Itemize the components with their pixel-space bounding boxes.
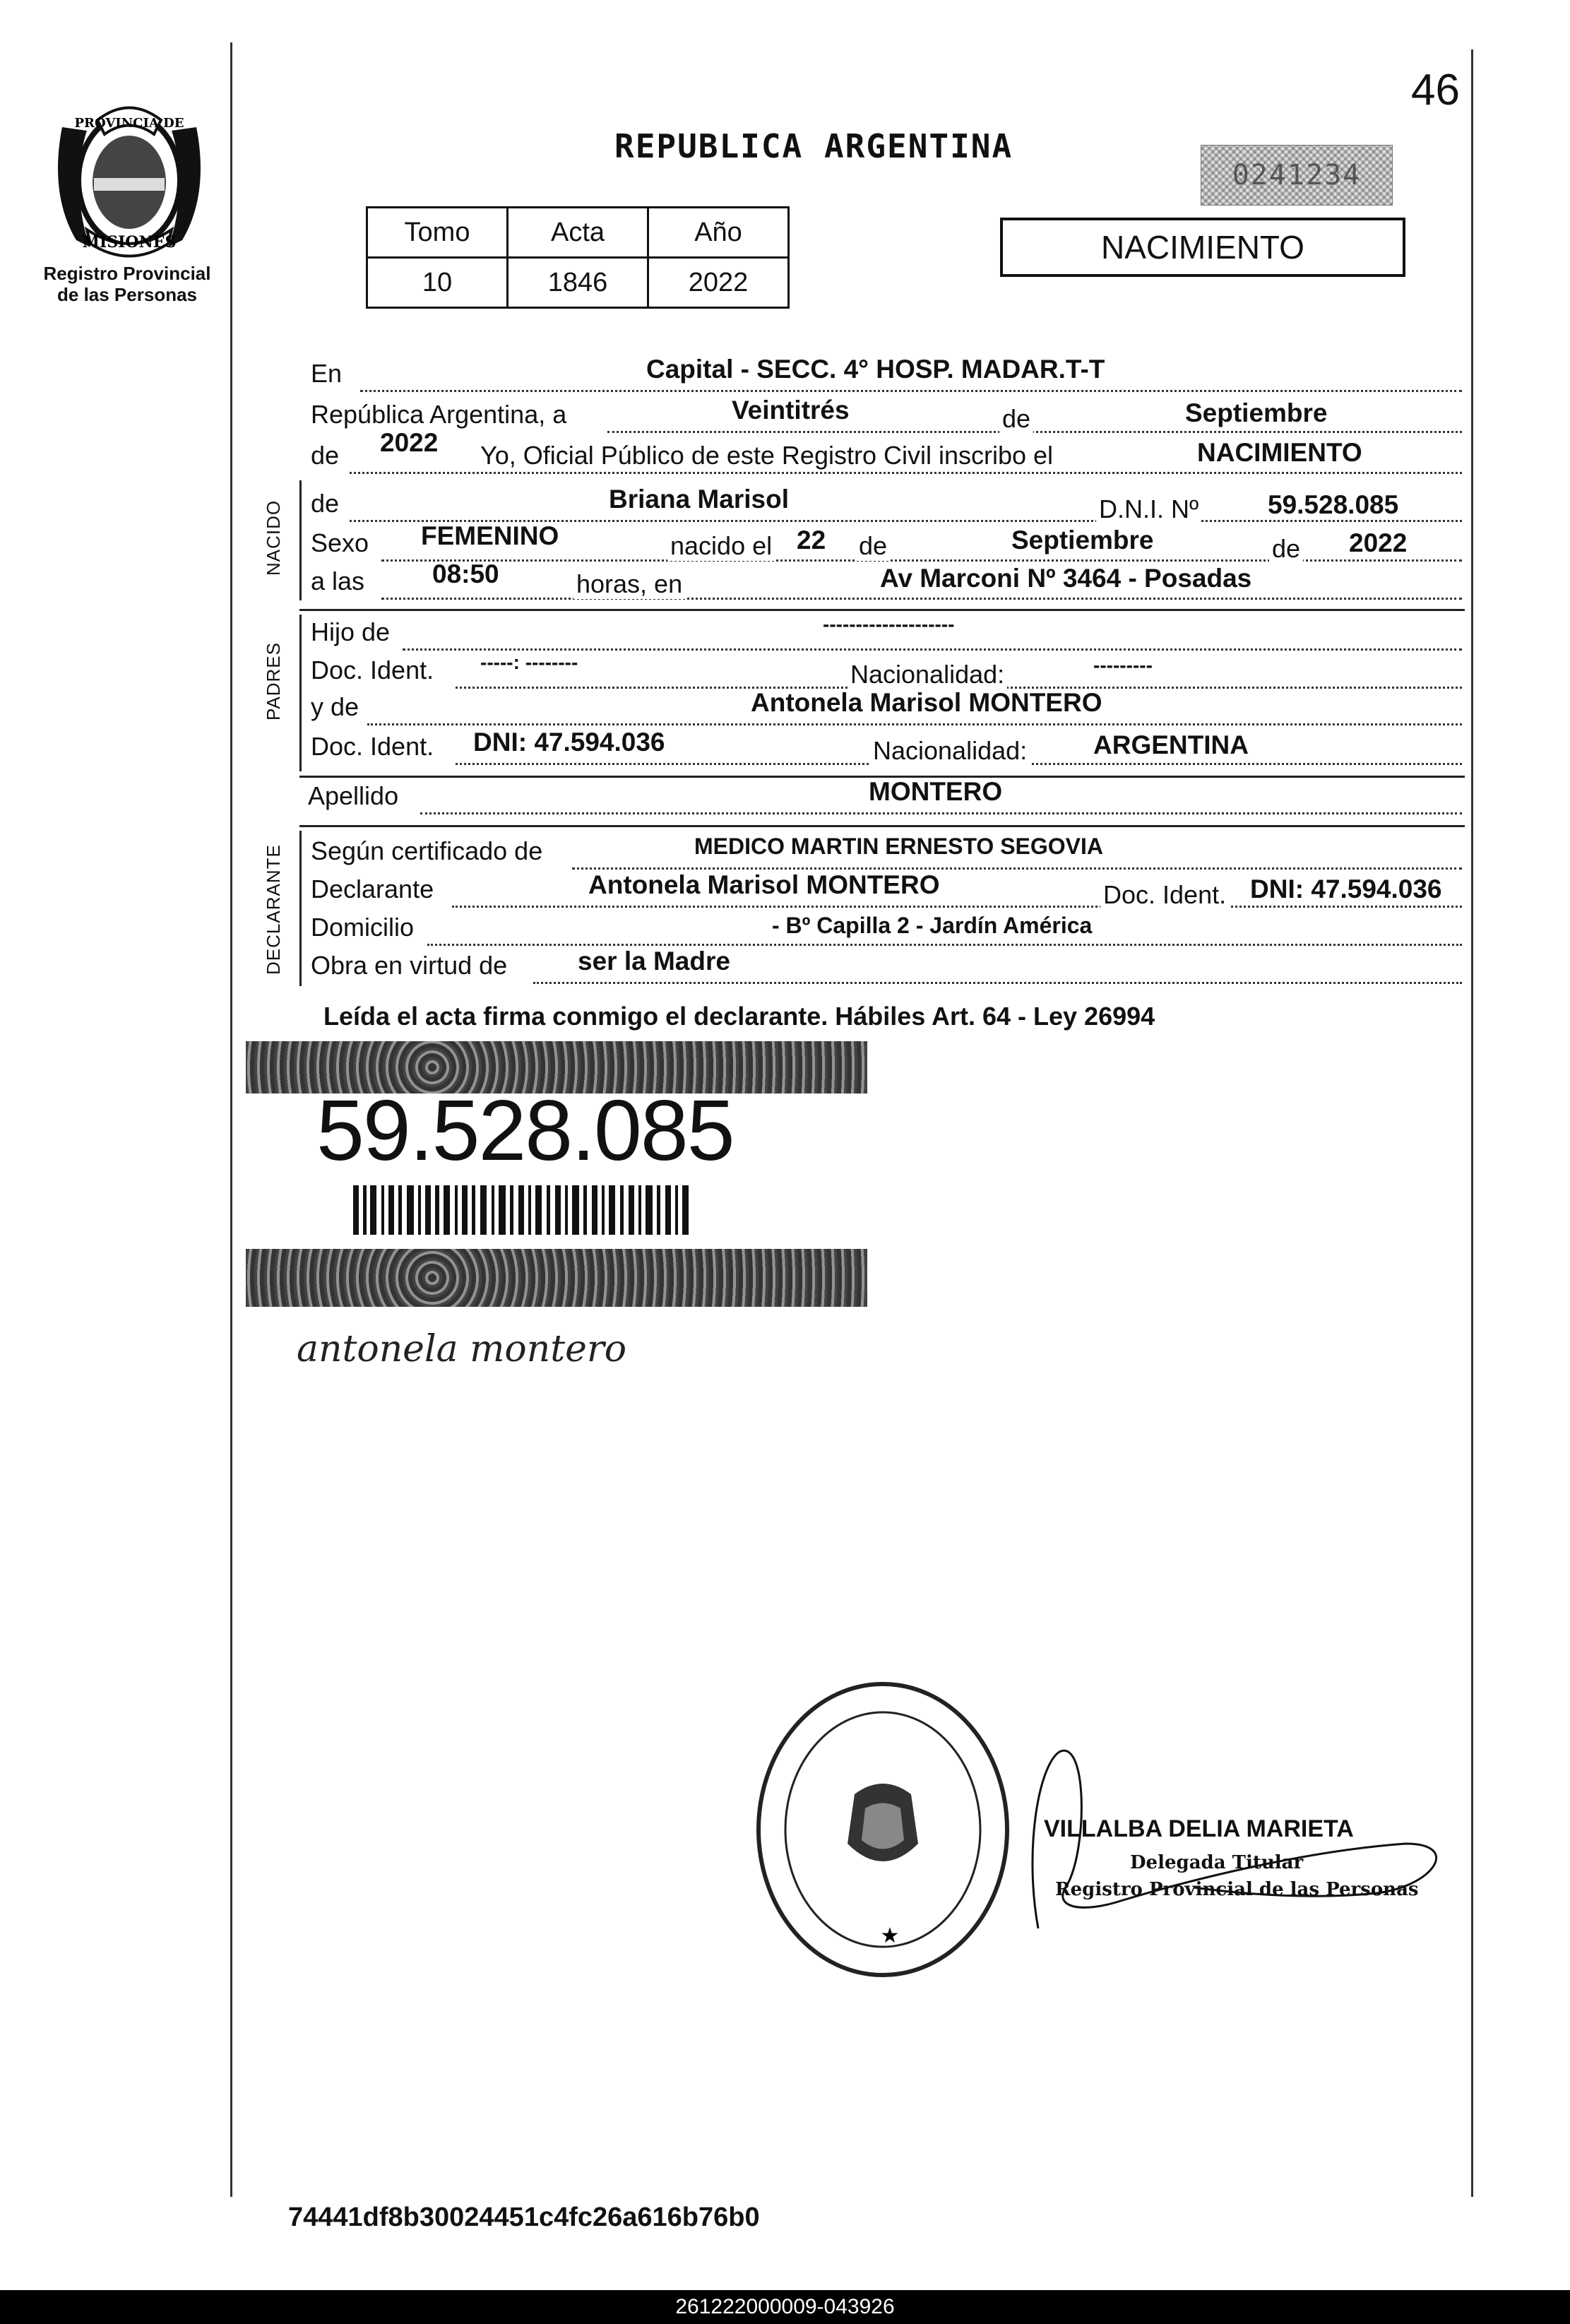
value-acta: 1846 <box>508 258 648 308</box>
mother-nat-label: Nacionalidad: <box>870 736 1030 766</box>
father-doc-label: Doc. Ident. <box>311 656 434 684</box>
section-divider-nacido <box>299 480 302 600</box>
obra-value: ser la Madre <box>578 947 730 976</box>
time-value: 08:50 <box>432 559 499 588</box>
document-type-box: NACIMIENTO <box>1000 218 1405 277</box>
de-label: de <box>999 404 1033 434</box>
official-seal-stamp <box>749 1674 1017 1985</box>
side-label-declarante: DECLARANTE <box>263 844 284 975</box>
a-las-label: a las <box>311 567 365 595</box>
logo-top-text: PROVINCIA DE <box>74 116 184 131</box>
serial-number: 0241234 <box>1232 159 1362 191</box>
barcode <box>353 1185 692 1235</box>
header-acta: Acta <box>508 208 648 258</box>
right-border-line <box>1471 49 1473 2197</box>
side-label-padres: PADRES <box>263 642 284 721</box>
dotted-line <box>350 472 1462 474</box>
domicilio-value: - Bº Capilla 2 - Jardín América <box>772 913 1093 938</box>
certificado-value: MEDICO MARTIN ERNESTO SEGOVIA <box>694 834 1104 859</box>
birth-day-value: 22 <box>797 526 826 555</box>
en-label: En <box>311 359 343 388</box>
dotted-line <box>360 390 1462 392</box>
declarante-label: Declarante <box>311 875 434 903</box>
hijo-de-label: Hijo de <box>311 617 391 646</box>
place-value: Capital - SECC. 4° HOSP. MADAR.T-T <box>646 355 1105 384</box>
birth-month-value: Septiembre <box>1011 526 1154 555</box>
y-de-label: y de <box>311 692 359 721</box>
dotted-line <box>427 944 1462 946</box>
nacido-el-label: nacido el <box>667 531 775 561</box>
horas-label: horas, en <box>573 569 685 599</box>
official-name: VILLALBA DELIA MARIETA <box>1044 1815 1354 1842</box>
record-table <box>366 206 790 309</box>
mother-nat-value: ARGENTINA <box>1093 730 1249 759</box>
sexo-label: Sexo <box>311 528 369 557</box>
dotted-line <box>420 812 1462 814</box>
footer-id-bar <box>0 2290 1570 2324</box>
birth-year-value: 2022 <box>1349 528 1408 557</box>
mother-name-value: Antonela Marisol MONTERO <box>751 688 1102 717</box>
closing-statement: Leída el acta firma conmigo el declarante. Hábiles Art. 64 - Ley 26994 <box>323 1002 1155 1031</box>
official-role: Delegada Titular <box>1130 1852 1304 1873</box>
birth-place-value: Av Marconi Nº 3464 - Posadas <box>880 564 1252 593</box>
child-name-value: Briana Marisol <box>609 485 789 514</box>
logo-bottom-text: MISIONES <box>82 233 177 251</box>
record-table-header-row <box>367 208 789 258</box>
certificado-label: Según certificado de <box>311 836 543 865</box>
birth-de-label: de <box>856 531 890 561</box>
dotted-line <box>381 598 1462 600</box>
declarante-doc-label: Doc. Ident. <box>1100 880 1229 910</box>
yo-text: Yo, Oficial Público de este Registro Civil inscribo el <box>477 441 1056 470</box>
official-organization: Registro Provincial de las Personas <box>1055 1879 1419 1900</box>
header-tomo: Tomo <box>367 208 508 258</box>
record-table-value-row <box>367 258 789 308</box>
dotted-line <box>533 982 1462 984</box>
dni-label: D.N.I. Nº <box>1096 494 1201 524</box>
month-value: Septiembre <box>1185 398 1328 427</box>
nacido-de-label: de <box>311 489 340 518</box>
province-crest-logo <box>48 99 210 268</box>
child-dni-value: 59.528.085 <box>1268 490 1399 519</box>
father-name-value: -------------------- <box>823 613 955 635</box>
dni-sticker-number: 59.528.085 <box>316 1082 734 1178</box>
event-value: NACIMIENTO <box>1197 438 1362 467</box>
father-doc-value: -----: -------- <box>480 651 578 673</box>
header-anio: Año <box>648 208 789 258</box>
section-separator <box>299 609 1465 611</box>
declarante-value: Antonela Marisol MONTERO <box>588 870 940 899</box>
domicilio-label: Domicilio <box>311 913 415 942</box>
logo-caption <box>21 263 233 305</box>
republica-label: República Argentina, a <box>311 400 567 429</box>
day-words-value: Veintitrés <box>732 396 850 425</box>
section-separator <box>299 825 1465 827</box>
country-title: REPUBLICA ARGENTINA <box>614 127 1013 165</box>
obra-label: Obra en virtud de <box>311 951 508 980</box>
value-tomo: 10 <box>367 258 508 308</box>
left-border-line <box>230 42 232 2197</box>
page-number: 46 <box>1411 66 1460 114</box>
logo-caption-line1: Registro Provincial <box>43 263 211 284</box>
serial-number-box <box>1201 145 1393 206</box>
year-value: 2022 <box>380 428 439 457</box>
dotted-line <box>607 431 1462 433</box>
apellido-value: MONTERO <box>869 777 1003 806</box>
side-label-nacido: NACIDO <box>263 499 284 576</box>
value-anio: 2022 <box>648 258 789 308</box>
security-band-bottom <box>246 1249 867 1307</box>
footer-id: 261222000009-043926 <box>675 2295 895 2318</box>
apellido-label: Apellido <box>308 781 399 810</box>
dotted-line <box>572 867 1462 870</box>
de-label-year: de <box>311 441 340 470</box>
section-divider-padres <box>299 615 302 771</box>
mother-doc-label: Doc. Ident. <box>311 732 434 761</box>
logo-caption-line2: de las Personas <box>57 284 197 305</box>
document-hash: 74441df8b30024451c4fc26a616b76b0 <box>288 2203 760 2232</box>
father-nat-value: --------- <box>1093 654 1153 676</box>
father-nat-label: Nacionalidad: <box>848 660 1007 689</box>
dotted-line <box>403 648 1462 651</box>
svg-text:★: ★ <box>880 1923 900 1948</box>
declarant-handwritten-signature: antonela montero <box>297 1328 627 1370</box>
dotted-line <box>367 723 1462 725</box>
sexo-value: FEMENINO <box>421 521 559 550</box>
mother-doc-value: DNI: 47.594.036 <box>473 728 665 757</box>
declarante-doc-value: DNI: 47.594.036 <box>1250 875 1442 903</box>
birth-de-label-2: de <box>1269 534 1303 564</box>
dotted-line <box>452 906 1462 908</box>
section-divider-declarante <box>299 831 302 986</box>
